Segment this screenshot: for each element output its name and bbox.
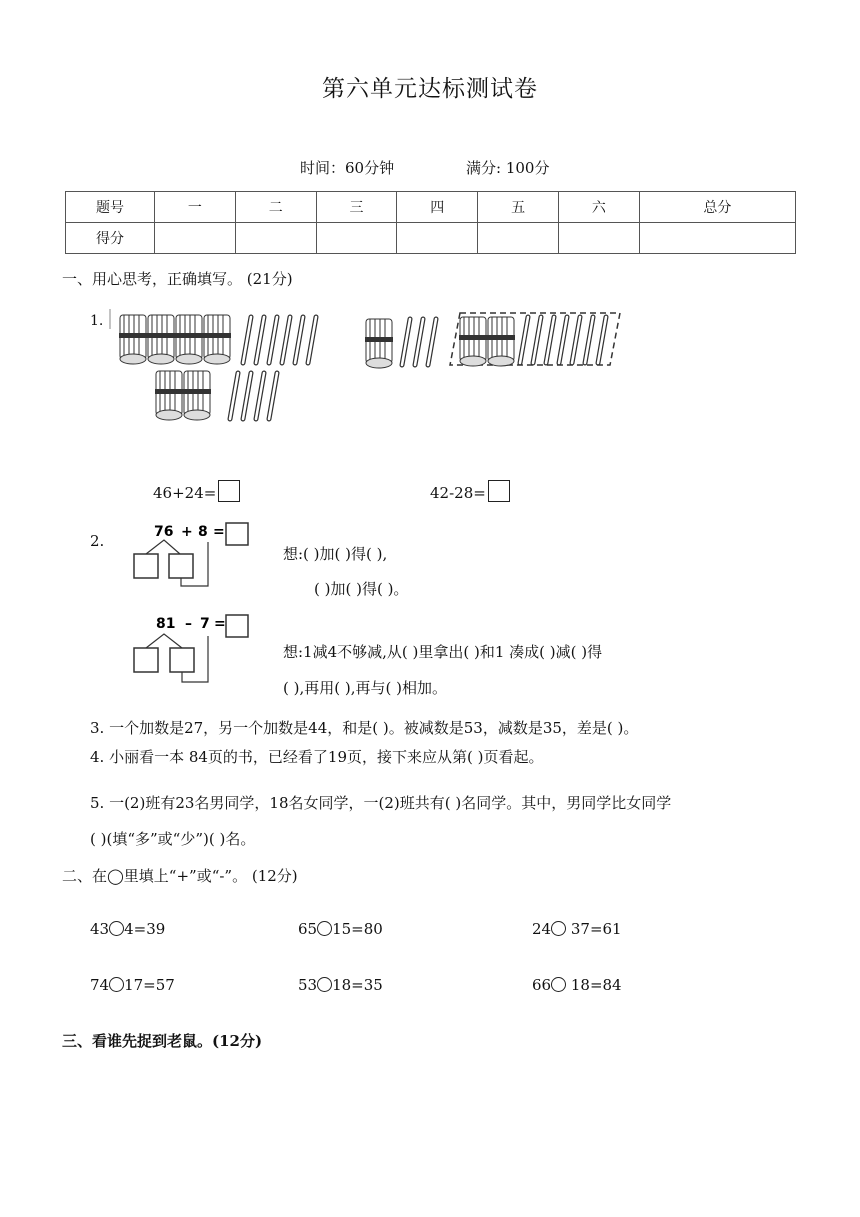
sign-circle[interactable] bbox=[109, 921, 124, 936]
q2-line2: ( )加( )得( )。 bbox=[314, 580, 409, 598]
sign-item: 24 37=61 bbox=[532, 920, 622, 938]
header-cell: 六 bbox=[558, 192, 639, 223]
section3-heading: 三、看谁先捉到老鼠。(12分) bbox=[62, 1032, 263, 1050]
header-cell: 题号 bbox=[66, 192, 155, 223]
sign-circle[interactable] bbox=[109, 977, 124, 992]
section1-heading: 一、用心思考，正确填写。 (21分) bbox=[62, 270, 293, 288]
score-cell[interactable] bbox=[155, 223, 236, 254]
score-cell[interactable] bbox=[316, 223, 397, 254]
sign-circle[interactable] bbox=[551, 977, 566, 992]
sign-circle[interactable] bbox=[551, 921, 566, 936]
sign-item: 43 4=39 bbox=[90, 920, 166, 938]
diagram-number-b: 8 bbox=[198, 524, 208, 540]
score-cell[interactable] bbox=[478, 223, 559, 254]
sign-circle[interactable] bbox=[317, 977, 332, 992]
full-score: 满分: 100分 bbox=[466, 159, 550, 177]
header-cell: 总分 bbox=[639, 192, 795, 223]
q5-line1: 5. 一(2)班有23名男同学，18名女同学，一(2)班共有( )名同学。其中，男同学比女同学 bbox=[90, 794, 672, 812]
diagram-number-a: 81 bbox=[156, 616, 176, 632]
answer-box[interactable] bbox=[134, 648, 158, 672]
answer-box[interactable] bbox=[218, 480, 240, 502]
score-cell[interactable] bbox=[235, 223, 316, 254]
q2-number: 2. bbox=[90, 532, 105, 550]
score-cell[interactable] bbox=[558, 223, 639, 254]
score-table-score-row bbox=[66, 223, 796, 254]
answer-box[interactable] bbox=[134, 554, 158, 578]
answer-box[interactable] bbox=[226, 615, 248, 637]
q2-line1: 想:( )加( )得( ), bbox=[283, 545, 388, 563]
sign-item: 65 15=80 bbox=[298, 920, 383, 938]
q5-line2: ( )(填“多”或“少”)( )名。 bbox=[90, 830, 256, 848]
diagram-operator: + bbox=[181, 524, 193, 540]
diagram-number-a: 76 bbox=[154, 524, 174, 540]
score-table bbox=[65, 191, 796, 254]
answer-box[interactable] bbox=[488, 480, 510, 502]
sign-item: 66 18=84 bbox=[532, 976, 622, 994]
header-cell: 四 bbox=[397, 192, 478, 223]
score-cell[interactable] bbox=[397, 223, 478, 254]
time-limit: 时间：60分钟 bbox=[300, 159, 395, 177]
q4-text: 4. 小丽看一本 84页的书，已经看了19页，接下来应从第( )页看起。 bbox=[90, 748, 544, 766]
decompose-diagram-addition bbox=[128, 518, 258, 590]
diagram-operator: – bbox=[185, 616, 192, 632]
score-cell[interactable] bbox=[639, 223, 795, 254]
decompose-diagram-subtraction bbox=[128, 610, 258, 686]
q1-equation-b: 42-28= bbox=[430, 480, 510, 502]
answer-box[interactable] bbox=[169, 554, 193, 578]
diagram-number-b: 7 bbox=[200, 616, 210, 632]
q2-line4: ( ),再用( ),再与( )相加。 bbox=[283, 679, 447, 697]
answer-box[interactable] bbox=[226, 523, 248, 545]
sign-item: 74 17=57 bbox=[90, 976, 175, 994]
page-title: 第六单元达标测试卷 bbox=[322, 76, 538, 102]
header-cell: 一 bbox=[155, 192, 236, 223]
header-cell: 三 bbox=[316, 192, 397, 223]
q3-text: 3. 一个加数是27，另一个加数是44，和是( )。被减数是53，减数是35，差是( )。 bbox=[90, 719, 639, 737]
header-cell: 五 bbox=[478, 192, 559, 223]
q1-equation-a: 46+24= bbox=[153, 480, 240, 502]
diagram-equals: = bbox=[213, 524, 225, 540]
row-label: 得分 bbox=[66, 223, 155, 254]
sign-circle[interactable] bbox=[317, 921, 332, 936]
q2-line3: 想:1减4不够减,从( )里拿出( )和1 凑成( )减( )得 bbox=[283, 643, 603, 661]
section2-heading: 二、在◯里填上“+”或“-”。 (12分) bbox=[62, 867, 298, 885]
q1-number: 1. bbox=[90, 313, 104, 329]
sticks-illustration bbox=[108, 305, 623, 425]
diagram-equals: = bbox=[214, 616, 226, 632]
header-cell: 二 bbox=[235, 192, 316, 223]
sign-item: 53 18=35 bbox=[298, 976, 383, 994]
answer-box[interactable] bbox=[170, 648, 194, 672]
score-table-header-row bbox=[66, 192, 796, 223]
